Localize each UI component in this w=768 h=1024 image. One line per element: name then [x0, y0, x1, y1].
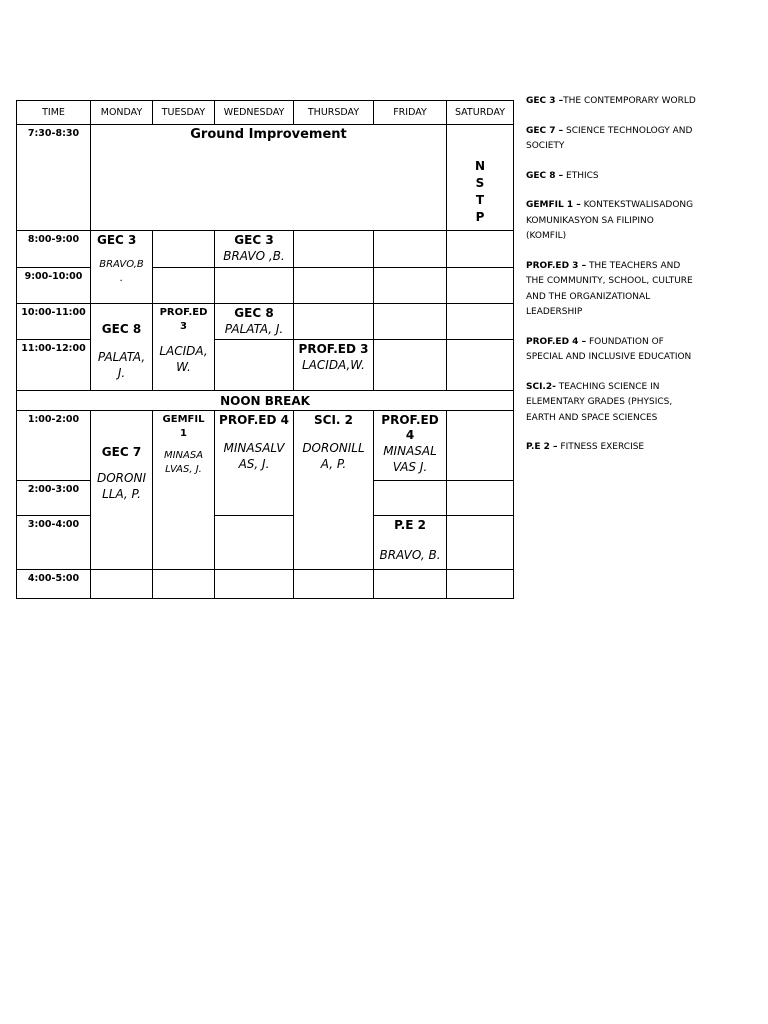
- instructor-label: MINASAL: [383, 444, 437, 458]
- legend-desc: THE CONTEMPORARY WORLD: [563, 96, 696, 106]
- instructor-label: PALATA, J.: [224, 322, 284, 336]
- empty-cell: [294, 268, 374, 304]
- empty-cell: [215, 516, 294, 570]
- time-cell: 3:00-4:00: [17, 516, 91, 570]
- empty-cell: [215, 570, 294, 599]
- header-thursday: THURSDAY: [294, 101, 374, 125]
- instructor-label: BRAVO ,B.: [223, 249, 285, 263]
- instructor-label: MINASALV: [223, 441, 285, 455]
- subject-label: PROF.ED: [159, 307, 208, 318]
- header-tuesday: TUESDAY: [153, 101, 215, 125]
- time-cell: 7:30-8:30: [17, 125, 91, 231]
- empty-cell: [374, 231, 447, 268]
- noon-break-row: NOON BREAK: [17, 391, 514, 411]
- empty-cell: [153, 268, 215, 304]
- nstp-letter-n: N: [474, 159, 486, 173]
- legend-entry-profed4: [526, 335, 696, 366]
- legend-code: PROF.ED 4 –: [526, 336, 587, 347]
- subject-label: GEC 3: [234, 233, 274, 247]
- subject-label: GEC 8: [234, 306, 274, 320]
- instructor-label: LVAS, J.: [165, 464, 202, 475]
- instructor-label: BRAVO,B: [99, 259, 144, 270]
- nstp-letter-p: P: [475, 210, 485, 224]
- empty-cell: [374, 268, 447, 304]
- subject-label: SCI. 2: [314, 413, 353, 427]
- empty-cell: [91, 570, 153, 599]
- empty-cell: [447, 481, 514, 516]
- thursday-profed3-cell: [294, 340, 374, 391]
- nstp-letter-t: T: [475, 193, 485, 207]
- legend-code: SCI.2-: [526, 381, 556, 392]
- legend-code: GEC 8 –: [526, 170, 564, 181]
- legend-desc: KONTEKSTWALISADONG KOMUNIKASYON SA FILIPINO (KOMFIL): [526, 200, 694, 241]
- subject-label: 1: [180, 428, 187, 439]
- subject-label: PROF.ED 3: [298, 342, 369, 356]
- empty-cell: [374, 570, 447, 599]
- instructor-label: VAS J.: [392, 460, 428, 474]
- instructor-label: DORONI: [97, 471, 146, 485]
- subject-label: GEMFIL: [162, 414, 205, 425]
- empty-cell: [447, 340, 514, 391]
- instructor-label: .: [119, 273, 124, 284]
- subject-label: GEC 8: [101, 322, 142, 336]
- legend-entry-gec3: [526, 94, 696, 110]
- time-cell: 1:00-2:00: [17, 411, 91, 481]
- friday-pe2-cell: [374, 516, 447, 570]
- instructor-label: W.: [176, 360, 191, 374]
- instructor-label: LACIDA,W.: [302, 358, 365, 372]
- subject-label: 4: [405, 428, 415, 442]
- legend-desc: FOUNDATION OF SPECIAL AND INCLUSIVE EDUCATION: [526, 336, 692, 362]
- legend-desc: FITNESS EXERCISE: [557, 442, 645, 452]
- empty-cell: [215, 340, 294, 391]
- subject-legend: [526, 94, 696, 470]
- monday-gec7-cell: [91, 411, 153, 570]
- empty-cell: [374, 481, 447, 516]
- legend-code: GEMFIL 1 –: [526, 200, 581, 210]
- header-saturday: SATURDAY: [447, 101, 514, 125]
- legend-code: GEC 7 –: [526, 125, 564, 136]
- legend-entry-gec8: [526, 169, 696, 185]
- legend-desc: ETHICS: [563, 170, 599, 181]
- empty-cell: [294, 570, 374, 599]
- empty-cell: [447, 516, 514, 570]
- empty-cell: [153, 231, 215, 268]
- legend-desc: TEACHING SCIENCE IN ELEMENTARY GRADES (PHYSICS, EARTH AND SPACE SCIENCES: [526, 381, 673, 423]
- legend-desc: THE TEACHERS AND THE COMMUNITY, SCHOOL, CULTURE AND THE ORGANIZATIONAL LEADERSHIP: [526, 260, 693, 317]
- nstp-cell: [447, 125, 514, 231]
- instructor-label: AS, J.: [238, 457, 270, 471]
- time-cell: 10:00-11:00: [17, 304, 91, 340]
- legend-code: PROF.ED 3 –: [526, 260, 587, 271]
- empty-cell: [447, 411, 514, 481]
- instructor-label: LLA, P.: [102, 487, 141, 501]
- wednesday-gec3-cell: [215, 231, 294, 268]
- thursday-sci2-cell: [294, 411, 374, 570]
- empty-cell: [374, 304, 447, 340]
- header-wednesday: WEDNESDAY: [215, 101, 294, 125]
- legend-code: P.E 2 –: [526, 442, 558, 452]
- header-monday: MONDAY: [91, 101, 153, 125]
- empty-cell: [374, 340, 447, 391]
- schedule-table: [16, 100, 514, 599]
- instructor-label: MINASA: [163, 450, 204, 461]
- empty-cell: [153, 570, 215, 599]
- instructor-label: PALATA,: [97, 350, 146, 364]
- legend-entry-pe2: [526, 440, 696, 456]
- subject-label: GEC 7: [101, 445, 142, 459]
- instructor-label: BRAVO, B.: [379, 548, 441, 562]
- subject-label: GEC 3: [97, 233, 137, 247]
- header-friday: FRIDAY: [374, 101, 447, 125]
- time-cell: 2:00-3:00: [17, 481, 91, 516]
- empty-cell: [215, 268, 294, 304]
- header-time: TIME: [17, 101, 91, 125]
- subject-label: PROF.ED 4: [219, 413, 289, 427]
- time-cell: 8:00-9:00: [17, 231, 91, 268]
- ground-improvement-cell: [91, 125, 447, 231]
- header-row: [17, 101, 514, 125]
- subject-label: P.E 2: [394, 518, 426, 532]
- instructor-label: A, P.: [320, 457, 347, 471]
- subject-label: PROF.ED: [381, 413, 439, 427]
- friday-profed4-cell: [374, 411, 447, 481]
- tuesday-profed3-cell: [153, 304, 215, 391]
- monday-gec3-cell: [91, 231, 153, 304]
- legend-entry-gec7: [526, 124, 696, 155]
- legend-code: GEC 3 –: [526, 96, 564, 106]
- tuesday-gemfil1-cell: [153, 411, 215, 570]
- empty-cell: [447, 268, 514, 304]
- time-cell: 4:00-5:00: [17, 570, 91, 599]
- legend-entry-profed3: [526, 259, 696, 321]
- empty-cell: [294, 231, 374, 268]
- legend-entry-gemfil1: [526, 198, 696, 245]
- legend-desc: SCIENCE TECHNOLOGY AND SOCIETY: [526, 125, 693, 151]
- empty-cell: [294, 304, 374, 340]
- monday-gec8-cell: [91, 304, 153, 391]
- wednesday-profed4-cell: [215, 411, 294, 516]
- time-cell: 9:00-10:00: [17, 268, 91, 304]
- ground-improvement-label: Ground Improvement: [190, 127, 347, 142]
- empty-cell: [447, 231, 514, 268]
- empty-cell: [447, 570, 514, 599]
- time-cell: 11:00-12:00: [17, 340, 91, 391]
- instructor-label: LACIDA,: [159, 344, 208, 358]
- legend-entry-sci2: [526, 380, 696, 427]
- instructor-label: J.: [117, 366, 126, 380]
- wednesday-gec8-cell: [215, 304, 294, 340]
- subject-label: 3: [180, 321, 187, 332]
- nstp-letter-s: S: [475, 176, 485, 190]
- instructor-label: DORONILL: [302, 441, 365, 455]
- empty-cell: [447, 304, 514, 340]
